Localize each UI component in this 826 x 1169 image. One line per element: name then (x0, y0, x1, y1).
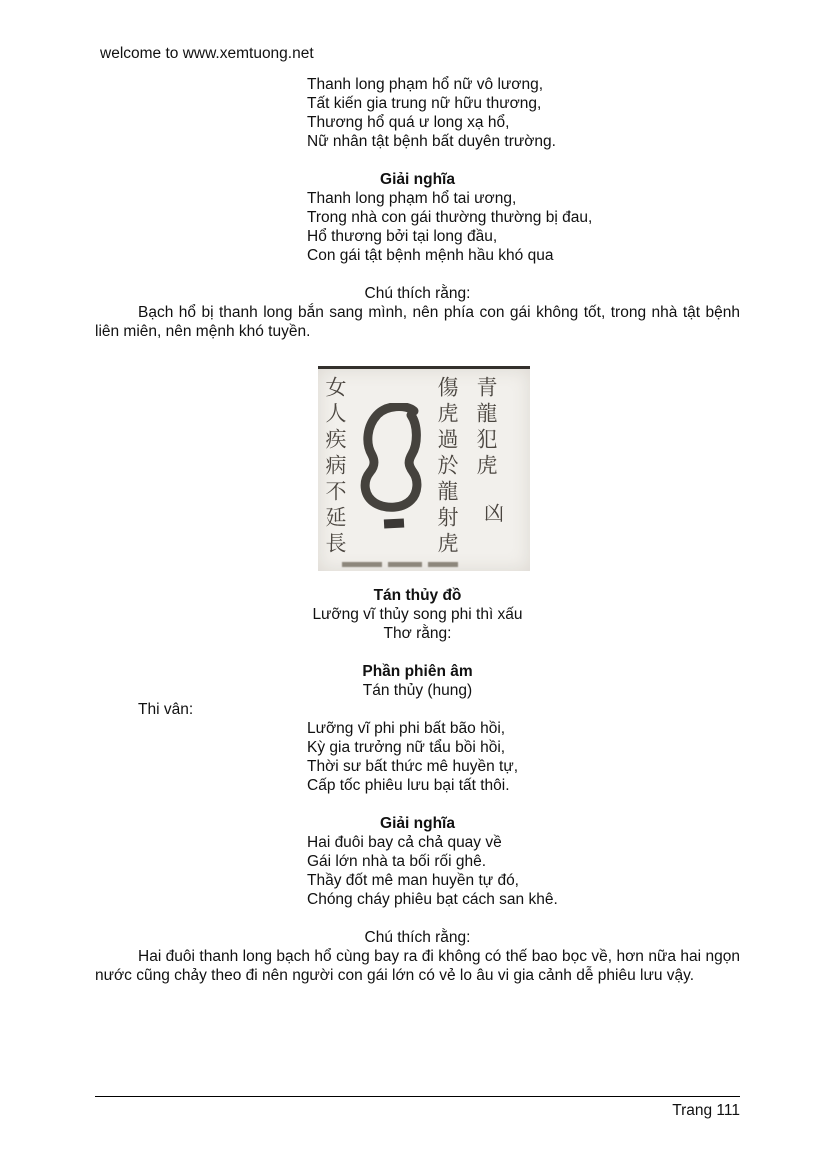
chu-thich-paragraph-1: Bạch hổ bị thanh long bắn sang mình, nên phía con gái không tốt, trong nhà tật bệnh liên miên, nên mệnh khó tuyền. (95, 304, 740, 340)
poem-line: Thầy đốt mê man huyền tự đó, (307, 872, 519, 889)
poem-line: Thời sư bất thức mê huyền tự, (307, 758, 519, 775)
page-content (95, 44, 740, 985)
illegible-caption-smudge (342, 562, 472, 568)
poem-line: Hổ thương bởi tại long đầu, (307, 228, 498, 245)
calligraphy-scan-image (318, 366, 530, 571)
poem-giai-nghia-1 (307, 189, 740, 265)
poem-line: Thanh long phạm hổ tai ương, (307, 190, 517, 207)
site-welcome-text: welcome to www.xemtuong.net (100, 45, 314, 62)
chu-thich-paragraph-2: Hai đuôi thanh long bạch hổ cùng bay ra đi không có thế bao bọc về, hơn nữa hai ngọn nước cũng chảy theo đi nên người con gái lớn có vẻ lo âu vi gia cảnh dễ phiêu lưu vậy. (95, 948, 740, 984)
tan-thuy-do-subtitle: Lưỡng vĩ thủy song phi thì xấu (312, 606, 523, 623)
poem-line: Trong nhà con gái thường thường bị đau, (307, 209, 593, 226)
footer-divider (95, 1096, 740, 1097)
chu-thich-heading-2: Chú thích rằng: (364, 929, 471, 946)
calligraphy-column-left: 女人疾病不延長 (323, 376, 347, 558)
poem-line: Lưỡng vĩ phi phi bất bão hồi, (307, 720, 506, 737)
poem-line: Gái lớn nhà ta bối rối ghê. (307, 853, 487, 870)
poem-line: Tất kiến gia trung nữ hữu thương, (307, 95, 542, 112)
poem-line: Nữ nhân tật bệnh bất duyên trường. (307, 133, 556, 150)
poem-line: Con gái tật bệnh mệnh hầu khó qua (307, 247, 554, 264)
calligraphy-column-right: 青龍犯虎 (474, 376, 498, 480)
poem-line: Thương hổ quá ư long xạ hổ, (307, 114, 510, 131)
page-number: Trang 111 (672, 1102, 740, 1119)
poem-line: Kỳ gia trưởng nữ tẩu bồi hồi, (307, 739, 506, 756)
poem-line: Hai đuôi bay cả chả quay về (307, 834, 502, 851)
phan-phien-am-heading: Phần phiên âm (362, 663, 473, 680)
tan-thuy-do-title: Tán thủy đồ (373, 587, 462, 604)
chu-thich-heading-1: Chú thích rằng: (364, 285, 471, 302)
giai-nghia-heading-2: Giải nghĩa (380, 815, 455, 832)
poem-phien-am-2 (307, 719, 740, 795)
poem-phien-am-1 (307, 75, 740, 151)
tho-rang-label: Thơ rằng: (383, 625, 452, 642)
phan-phien-am-subtitle: Tán thủy (hung) (362, 682, 473, 699)
gourd-water-drawing (356, 403, 436, 538)
poem-giai-nghia-2 (307, 833, 740, 909)
thi-van-label: Thi vân: (138, 701, 194, 718)
poem-line: Thanh long phạm hổ nữ vô lương, (307, 76, 544, 93)
giai-nghia-heading-1: Giải nghĩa (380, 171, 455, 188)
poem-line: Chóng cháy phiêu bạt cách san khê. (307, 891, 558, 908)
calligraphy-verdict-glyph: 凶 (484, 501, 504, 525)
poem-line: Cấp tốc phiêu lưu bại tất thôi. (307, 777, 510, 794)
calligraphy-column-middle: 傷虎過於龍射虎 (435, 376, 459, 558)
